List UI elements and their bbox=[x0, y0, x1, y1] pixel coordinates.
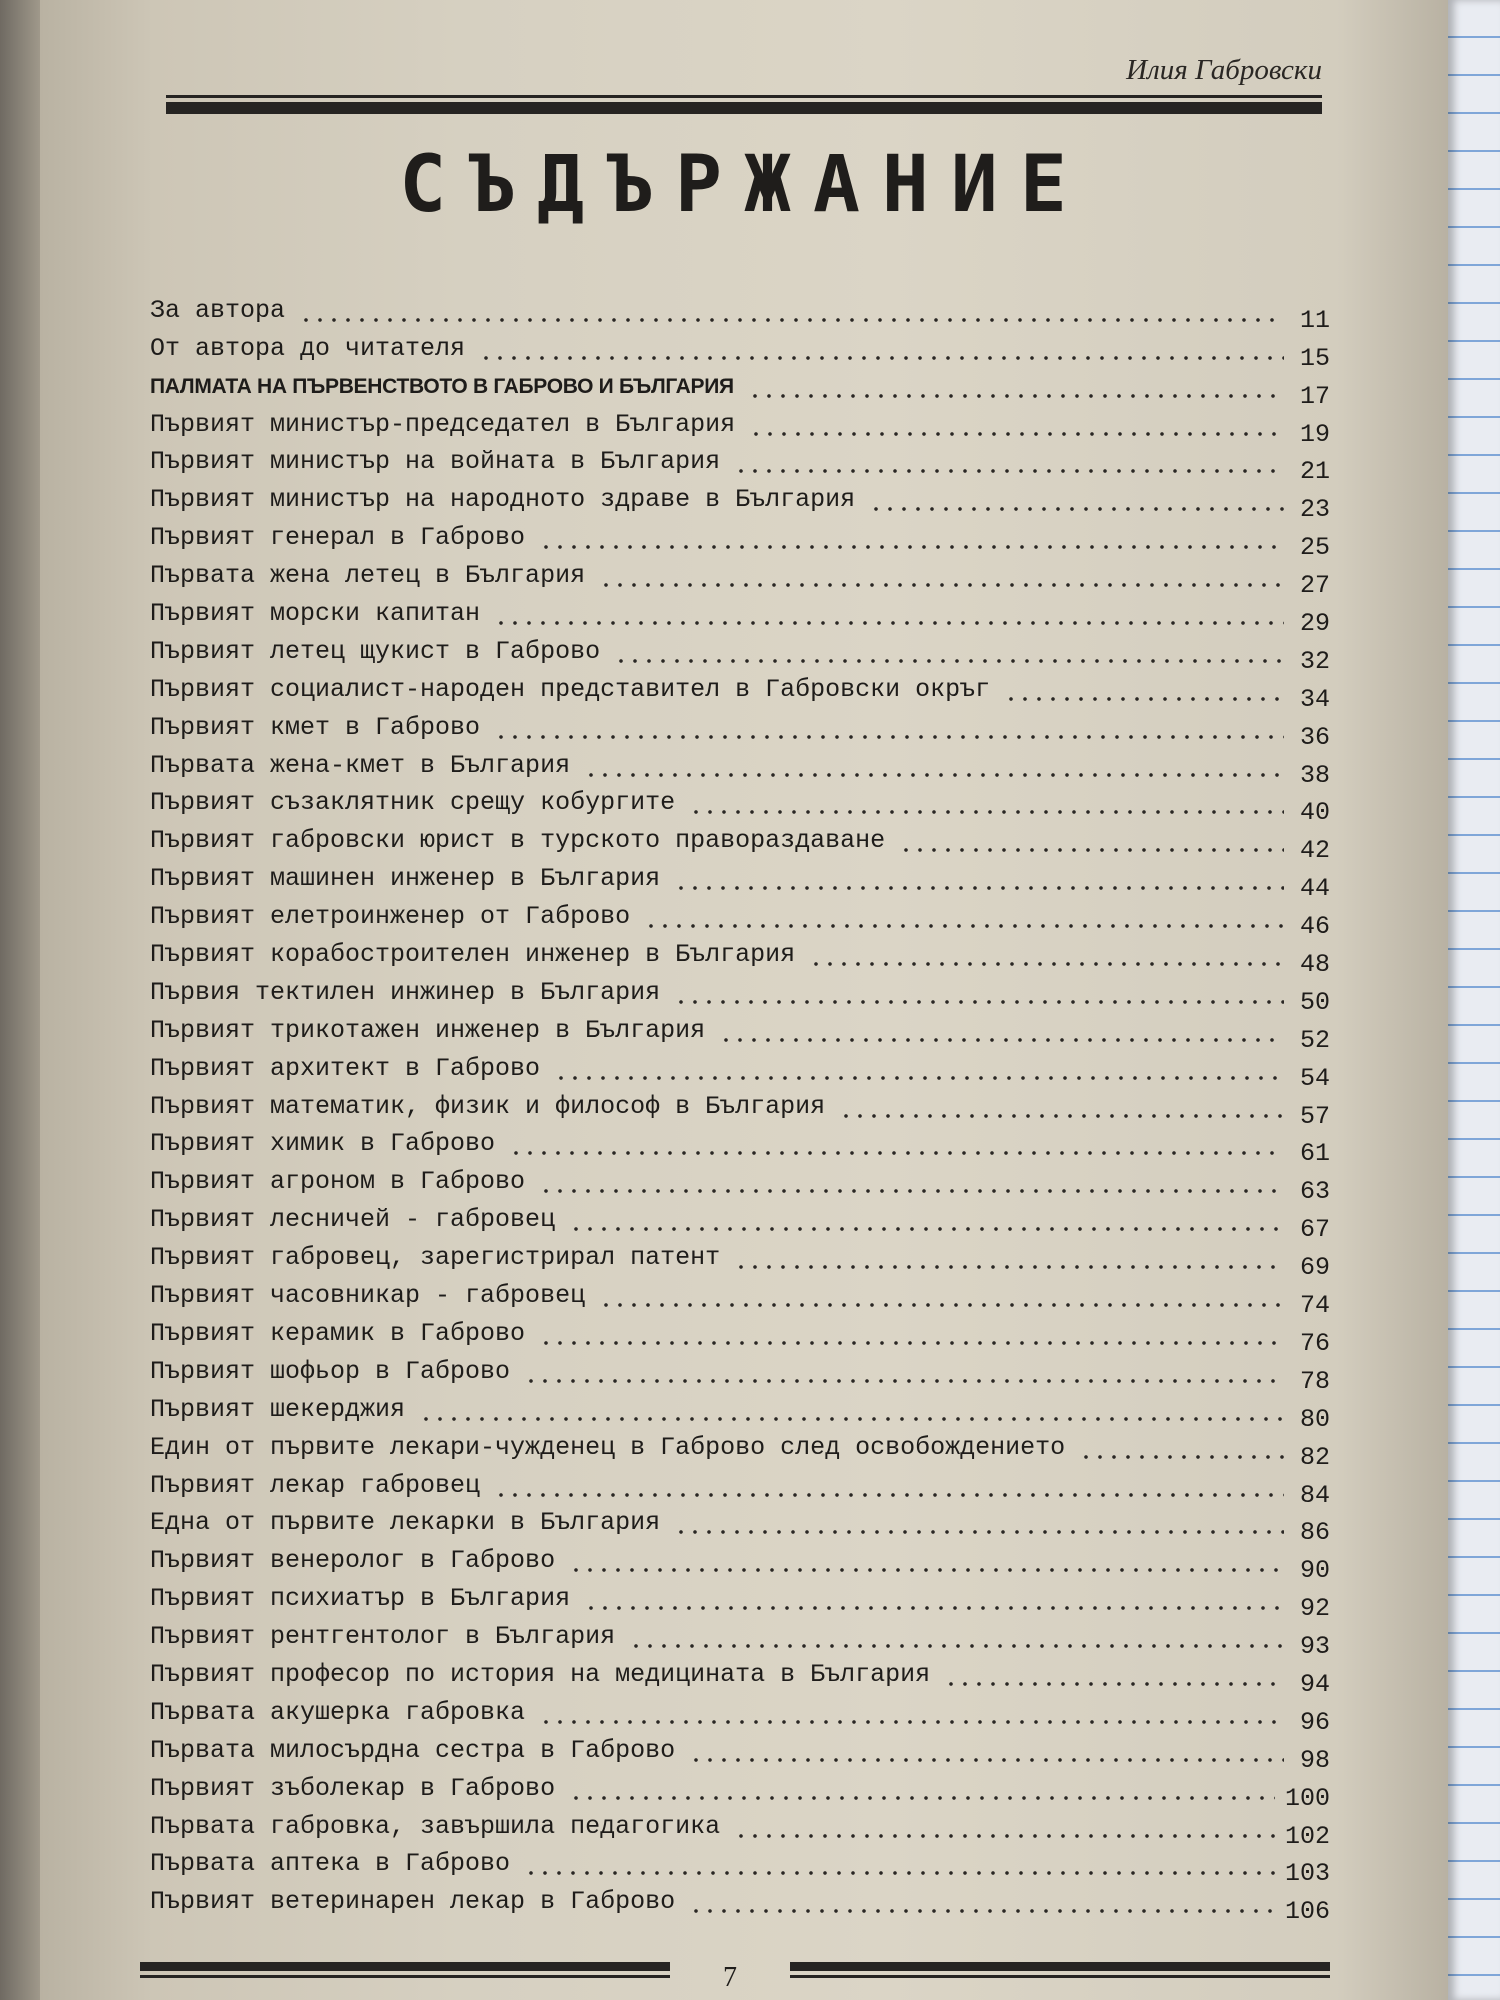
toc-entry-page: 78 bbox=[1299, 1366, 1330, 1396]
toc-entry bbox=[150, 1086, 1330, 1131]
toc-entry-title: Първият шофьор в Габрово bbox=[150, 1356, 511, 1386]
toc-leader-dots bbox=[599, 583, 1284, 587]
toc-entry-page: 38 bbox=[1299, 760, 1330, 790]
toc-entry-title: Първият професор по история на медицината в България bbox=[150, 1659, 931, 1689]
toc-entry-page: 76 bbox=[1299, 1328, 1330, 1358]
toc-entry-page: 48 bbox=[1299, 950, 1330, 980]
toc-entry-page: 69 bbox=[1299, 1253, 1330, 1283]
toc-entry bbox=[150, 1540, 1330, 1586]
toc-entry bbox=[150, 1692, 1330, 1737]
toc-leader-dots bbox=[539, 545, 1284, 549]
notebook-edge bbox=[1448, 0, 1500, 2000]
toc-leader-dots bbox=[869, 507, 1284, 511]
toc-entry-page: 36 bbox=[1299, 722, 1330, 752]
toc-leader-dots bbox=[689, 1909, 1275, 1913]
toc-entry-title: Първият архитект в Габрово bbox=[150, 1053, 541, 1083]
header-rule bbox=[166, 95, 1322, 127]
toc-section-title: ПАЛМАТА НА ПЪРВЕНСТВОТО В ГАБРОВО И БЪЛГАРИЯ bbox=[150, 374, 734, 398]
toc-entry-title: Първият министър-председател в България bbox=[150, 409, 736, 439]
table-of-contents bbox=[150, 290, 1330, 1927]
toc-entry bbox=[150, 1806, 1330, 1851]
toc-entry-title: Първият министър на народното здраве в България bbox=[150, 485, 856, 515]
toc-entry bbox=[150, 555, 1330, 601]
toc-entry bbox=[150, 328, 1330, 373]
toc-entry-page: 19 bbox=[1299, 419, 1330, 449]
toc-entry bbox=[150, 1654, 1330, 1699]
toc-entry bbox=[150, 1124, 1330, 1169]
toc-leader-dots bbox=[839, 1114, 1284, 1118]
toc-entry bbox=[150, 1351, 1330, 1396]
toc-entry-page: 74 bbox=[1299, 1291, 1330, 1321]
toc-leader-dots bbox=[539, 1720, 1284, 1724]
toc-leader-dots bbox=[748, 394, 1284, 398]
toc-entry-title: Първата акушерка габровка bbox=[150, 1697, 526, 1727]
toc-entry-page: 80 bbox=[1299, 1404, 1330, 1434]
toc-entry bbox=[150, 1881, 1330, 1927]
toc-entry-title: Първият лекар габровец bbox=[150, 1470, 481, 1500]
toc-leader-dots bbox=[734, 1265, 1284, 1269]
toc-entry-title: Първият габровски юрист в турското правораздаване bbox=[150, 826, 886, 856]
toc-entry bbox=[150, 896, 1330, 942]
toc-entry-page: 52 bbox=[1299, 1025, 1330, 1055]
toc-entry-page: 94 bbox=[1299, 1669, 1330, 1699]
toc-entry-page: 63 bbox=[1299, 1177, 1330, 1207]
toc-entry bbox=[150, 858, 1330, 904]
toc-entry-page: 54 bbox=[1299, 1063, 1330, 1093]
toc-leader-dots bbox=[614, 659, 1284, 663]
toc-entry-page: 103 bbox=[1284, 1859, 1330, 1889]
toc-entry-title: Първият керамик в Габрово bbox=[150, 1318, 526, 1348]
toc-entry-page: 15 bbox=[1299, 343, 1330, 373]
toc-entry bbox=[150, 631, 1330, 676]
toc-entry-title: Един от първите лекари-чужденец в Габрово след освобождението bbox=[150, 1432, 1066, 1462]
toc-leader-dots bbox=[809, 962, 1284, 966]
toc-entry-title: Една от първите лекарки в България bbox=[150, 1508, 661, 1538]
toc-leader-dots bbox=[734, 469, 1284, 473]
toc-entry bbox=[150, 1389, 1330, 1434]
toc-entry-page: 93 bbox=[1299, 1632, 1330, 1662]
toc-entry-title: Първият съзаклятник срещу кобургите bbox=[150, 788, 676, 818]
toc-entry-title: Първият ветеринарен лекар в Габрово bbox=[150, 1887, 676, 1917]
toc-leader-dots bbox=[719, 1038, 1284, 1042]
toc-entry-page: 67 bbox=[1299, 1215, 1330, 1245]
toc-leader-dots bbox=[1079, 1455, 1284, 1459]
toc-entry-title: За автора bbox=[150, 295, 286, 325]
toc-entry-page: 61 bbox=[1299, 1139, 1330, 1169]
toc-entry-page: 11 bbox=[1299, 305, 1330, 335]
toc-entry-title: Първият математик, физик и философ в България bbox=[150, 1091, 826, 1121]
toc-leader-dots bbox=[674, 1000, 1284, 1004]
toc-leader-dots bbox=[944, 1682, 1284, 1686]
toc-leader-dots bbox=[899, 848, 1284, 852]
toc-entry-title: Първият лесничей - габровец bbox=[150, 1205, 556, 1235]
toc-entry-title: Първият генерал в Габрово bbox=[150, 523, 526, 553]
toc-entry bbox=[150, 820, 1330, 866]
toc-entry bbox=[150, 934, 1330, 980]
toc-entry bbox=[150, 972, 1330, 1017]
toc-leader-dots bbox=[569, 1227, 1284, 1231]
toc-entry-title: Първият агроном в Габрово bbox=[150, 1167, 526, 1197]
toc-leader-dots bbox=[599, 1303, 1284, 1307]
toc-entry bbox=[150, 404, 1330, 449]
toc-entry-page: 46 bbox=[1299, 912, 1330, 942]
running-header-author: Илия Габровски bbox=[1126, 54, 1322, 86]
toc-entry bbox=[150, 1275, 1330, 1321]
toc-entry bbox=[150, 1313, 1330, 1358]
toc-entry-title: Първата габровка, завършила педагогика bbox=[150, 1811, 721, 1841]
toc-entry-page: 102 bbox=[1284, 1821, 1330, 1851]
toc-leader-dots bbox=[494, 1493, 1284, 1497]
toc-entry bbox=[150, 1048, 1330, 1093]
page-title: СЪДЪРЖАНИЕ bbox=[399, 140, 1089, 230]
toc-leader-dots bbox=[509, 1151, 1284, 1155]
footer-rule-thick bbox=[140, 1962, 670, 1971]
toc-entry-page: 90 bbox=[1299, 1556, 1330, 1586]
toc-entry-page: 27 bbox=[1299, 571, 1330, 601]
toc-entry bbox=[150, 1237, 1330, 1283]
toc-leader-dots bbox=[539, 1341, 1284, 1345]
toc-entry-title: Първият машинен инженер в България bbox=[150, 864, 661, 894]
toc-entry bbox=[150, 517, 1330, 563]
toc-entry-title: Първият венеролог в Габрово bbox=[150, 1546, 556, 1576]
toc-entry-title: Първият социалист-народен представител в Габровски окръг bbox=[150, 674, 991, 704]
toc-entry-page: 34 bbox=[1299, 684, 1330, 714]
toc-entry bbox=[150, 1427, 1330, 1472]
toc-entry-page: 32 bbox=[1299, 646, 1330, 676]
toc-entry bbox=[150, 783, 1330, 828]
toc-entry-title: Първият корабостроителен инженер в България bbox=[150, 940, 796, 970]
toc-entry bbox=[150, 366, 1330, 411]
toc-entry bbox=[150, 593, 1330, 639]
toc-leader-dots bbox=[494, 735, 1284, 739]
toc-entry bbox=[150, 1010, 1330, 1055]
toc-entry-title: Първият химик в Габрово bbox=[150, 1129, 496, 1159]
toc-entry-page: 96 bbox=[1299, 1707, 1330, 1737]
toc-entry-page: 21 bbox=[1299, 457, 1330, 487]
toc-entry-page: 106 bbox=[1284, 1897, 1330, 1927]
toc-entry-title: Първият морски капитан bbox=[150, 599, 481, 629]
toc-leader-dots bbox=[629, 1644, 1284, 1648]
toc-leader-dots bbox=[419, 1417, 1284, 1421]
toc-leader-dots bbox=[689, 810, 1284, 814]
toc-entry-title: От автора до читателя bbox=[150, 333, 466, 363]
toc-entry-page: 40 bbox=[1299, 798, 1330, 828]
toc-leader-dots bbox=[299, 318, 1284, 322]
toc-entry bbox=[150, 1199, 1330, 1245]
toc-entry bbox=[150, 1161, 1330, 1207]
toc-leader-dots bbox=[644, 924, 1284, 928]
toc-entry-page: 82 bbox=[1299, 1442, 1330, 1472]
toc-leader-dots bbox=[524, 1379, 1284, 1383]
toc-entry-page: 42 bbox=[1299, 836, 1330, 866]
toc-entry-page: 92 bbox=[1299, 1594, 1330, 1624]
footer-rule-thin bbox=[790, 1975, 1330, 1978]
toc-entry bbox=[150, 745, 1330, 790]
toc-entry bbox=[150, 1503, 1330, 1548]
toc-entry bbox=[150, 1730, 1330, 1775]
toc-entry-title: Първият елетроинженер от Габрово bbox=[150, 902, 631, 932]
toc-entry bbox=[150, 1844, 1330, 1889]
toc-entry bbox=[150, 479, 1330, 525]
toc-entry-title: Първият шекерджия bbox=[150, 1394, 406, 1424]
toc-entry bbox=[150, 1465, 1330, 1510]
toc-leader-dots bbox=[749, 432, 1284, 436]
toc-entry-page: 86 bbox=[1299, 1518, 1330, 1548]
toc-leader-dots bbox=[584, 773, 1284, 777]
toc-entry-title: Първата аптека в Габрово bbox=[150, 1849, 511, 1879]
toc-entry-page: 98 bbox=[1299, 1745, 1330, 1775]
footer-rule-thin bbox=[140, 1975, 670, 1978]
toc-entry-page: 25 bbox=[1299, 533, 1330, 563]
toc-entry-title: Първият зъболекар в Габрово bbox=[150, 1773, 556, 1803]
toc-leader-dots bbox=[689, 1758, 1284, 1762]
toc-entry-title: Първият трикотажен инженер в България bbox=[150, 1015, 706, 1045]
header-rule-thin bbox=[166, 95, 1322, 98]
toc-leader-dots bbox=[674, 1530, 1284, 1534]
toc-entry-title: Първият часовникар - габровец bbox=[150, 1281, 586, 1311]
toc-entry-title: Първата жена летец в България bbox=[150, 561, 586, 591]
toc-leader-dots bbox=[554, 1076, 1284, 1080]
toc-leader-dots bbox=[674, 886, 1284, 890]
toc-entry-title: Първият рентгентолог в България bbox=[150, 1622, 616, 1652]
toc-entry-title: Първият летец щукист в Габрово bbox=[150, 636, 601, 666]
toc-entry bbox=[150, 707, 1330, 752]
footer-rule-thick bbox=[790, 1962, 1330, 1971]
toc-entry-page: 44 bbox=[1299, 874, 1330, 904]
toc-entry bbox=[150, 1578, 1330, 1624]
toc-entry-title: Първата жена-кмет в България bbox=[150, 750, 571, 780]
toc-entry-title: Първият габровец, зарегистрирал патент bbox=[150, 1243, 721, 1273]
toc-entry bbox=[150, 1768, 1330, 1813]
header-rule-thick bbox=[166, 102, 1322, 114]
toc-leader-dots bbox=[1004, 697, 1284, 701]
toc-entry-title: Първата милосърдна сестра в Габрово bbox=[150, 1735, 676, 1765]
footer-rule-left bbox=[140, 1962, 670, 1982]
toc-entry-page: 57 bbox=[1299, 1101, 1330, 1131]
toc-leader-dots bbox=[734, 1834, 1275, 1838]
toc-leader-dots bbox=[584, 1606, 1284, 1610]
toc-entry-title: Първият кмет в Габрово bbox=[150, 712, 481, 742]
toc-entry-title: Първият министър на войната в България bbox=[150, 447, 721, 477]
footer-rule-right bbox=[790, 1962, 1330, 1982]
page-number: 7 bbox=[723, 1962, 737, 1993]
toc-entry-page: 29 bbox=[1299, 609, 1330, 639]
toc-entry bbox=[150, 669, 1330, 714]
toc-entry-title: Първия тектилен инжинер в България bbox=[150, 977, 661, 1007]
toc-entry bbox=[150, 1616, 1330, 1662]
toc-entry-page: 23 bbox=[1299, 495, 1330, 525]
toc-entry bbox=[150, 442, 1330, 487]
toc-entry-page: 84 bbox=[1299, 1480, 1330, 1510]
toc-entry-page: 17 bbox=[1299, 381, 1330, 411]
toc-leader-dots bbox=[524, 1871, 1275, 1875]
toc-entry-page: 100 bbox=[1284, 1783, 1330, 1813]
toc-leader-dots bbox=[539, 1189, 1284, 1193]
toc-entry-page: 50 bbox=[1299, 987, 1330, 1017]
toc-leader-dots bbox=[494, 621, 1284, 625]
toc-leader-dots bbox=[569, 1568, 1284, 1572]
toc-entry bbox=[150, 290, 1330, 335]
toc-leader-dots bbox=[569, 1796, 1275, 1800]
toc-leader-dots bbox=[479, 356, 1284, 360]
toc-entry-title: Първият психиатър в България bbox=[150, 1584, 571, 1614]
